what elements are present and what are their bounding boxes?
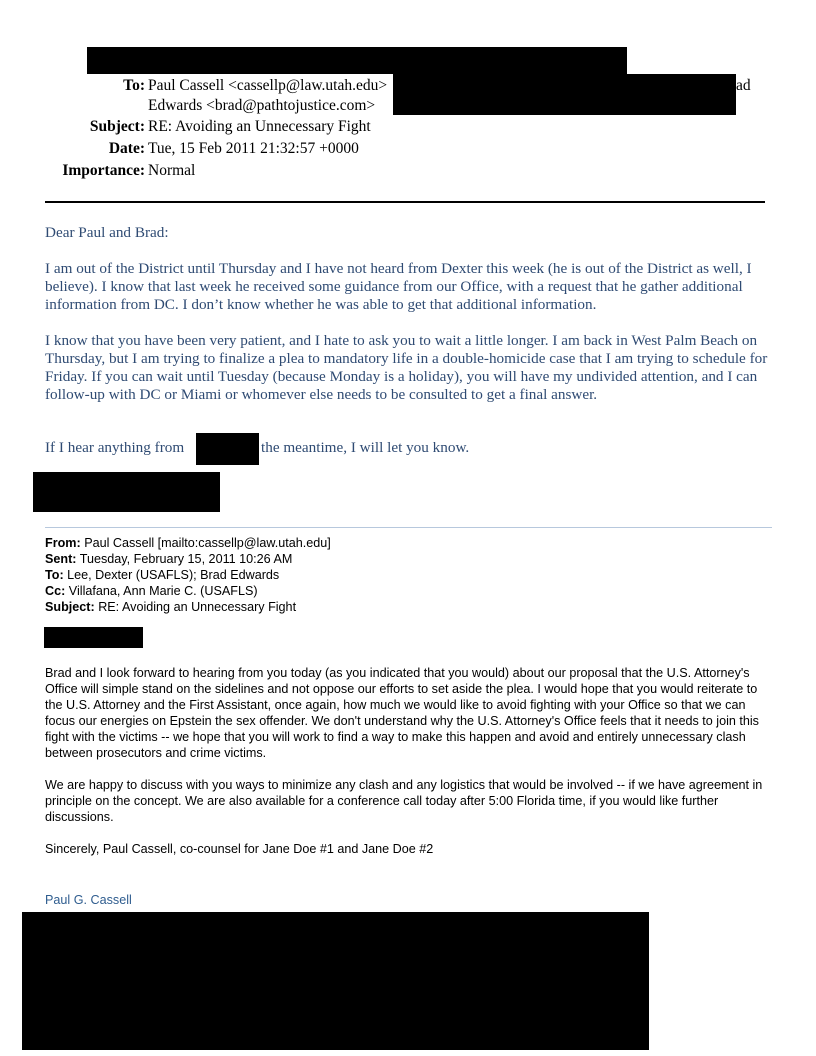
fwd-cc-label: Cc: xyxy=(45,584,66,598)
header-to-row xyxy=(0,75,816,119)
body-para1-text: Brad and I look forward to hearing from you today (as you indicated that you would) about our proposal that the U.S. Attorney's Office will simple stand on the sidelines and not oppose our efforts to set aside the plea. I would hope that you would reiterate to the U.S. Attorney and the First Assistant, once again, how much we would like to avoid fighting with your Office so that we can focus our energies on Epstein the sex offender. We don't understand why the U.S. Attorney's Office feels that it needs to join this fight with the victims -- we hope that you will work to find a way to make this happen and avoid and entirely unnecessary clash between prosecutors and crime victims. xyxy=(45,666,759,760)
fwd-from-label: From: xyxy=(45,536,81,550)
header-subject-label: Subject: xyxy=(89,118,145,135)
fwd-cc-value: Villafana, Ann Marie C. (USAFLS) xyxy=(68,584,258,598)
reply-paragraph-3-end xyxy=(261,439,661,457)
signature-name: Paul G. Cassell xyxy=(45,893,132,907)
redaction-signature-block xyxy=(22,912,649,1050)
reply-greeting-text: Dear Paul and Brad: xyxy=(45,224,169,241)
header-divider xyxy=(45,201,765,203)
body-paragraph-3 xyxy=(45,841,775,857)
body-para2-text: We are happy to discuss with you ways to minimize any clash and any logistics that would be involved -- if we have agreement in principle on the concept. We are also available for a conference call today after 5:00 Florida time, if you would like further discussions. xyxy=(45,778,763,824)
fwd-from-row xyxy=(45,535,765,551)
header-importance-row xyxy=(0,160,816,182)
reply-paragraph-2 xyxy=(45,332,773,404)
reply-para3-start: If I hear anything from xyxy=(45,439,185,456)
fwd-to-label: To: xyxy=(45,568,64,582)
reply-para3-end: the meantime, I will let you know. xyxy=(261,439,470,456)
fwd-sent-label: Sent: xyxy=(45,552,77,566)
header-importance-value: Normal xyxy=(148,162,196,179)
header-date-value: Tue, 15 Feb 2011 21:32:57 +0000 xyxy=(148,140,359,157)
body-paragraph-1 xyxy=(45,665,775,761)
forward-divider xyxy=(45,527,772,528)
header-importance-label: Importance: xyxy=(62,162,145,179)
fwd-from-value: Paul Cassell [mailto:cassellp@law.utah.edu] xyxy=(84,536,331,550)
header-date-row xyxy=(0,138,816,160)
fwd-to-row xyxy=(45,567,765,583)
reply-greeting xyxy=(45,224,773,242)
redaction-reply-signature xyxy=(33,472,220,512)
redaction-reply-name xyxy=(196,433,259,465)
fwd-sent-row xyxy=(45,551,765,567)
fwd-to-value: Lee, Dexter (USAFLS); Brad Edwards xyxy=(67,568,280,582)
fwd-subject-value: RE: Avoiding an Unnecessary Fight xyxy=(98,600,297,614)
redaction-forward-greeting xyxy=(44,627,143,648)
body-para3-text: Sincerely, Paul Cassell, co-counsel for Jane Doe #1 and Jane Doe #2 xyxy=(45,842,434,856)
reply-paragraph-1 xyxy=(45,260,773,314)
reply-para1-text: I am out of the District until Thursday and I have not heard from Dexter this week (he is out of the District as well, I believe). I know that last week he received some guidance from our Office, with a request that he gather additional information from DC. I don’t know whether he was able to get that additional information. xyxy=(45,260,752,313)
forwarded-header xyxy=(45,535,765,615)
body-paragraph-2 xyxy=(45,777,775,825)
header-to-label: To: xyxy=(123,77,145,94)
redaction-header-top xyxy=(87,47,627,74)
fwd-subject-row xyxy=(45,599,765,615)
fwd-sent-value: Tuesday, February 15, 2011 10:26 AM xyxy=(79,552,293,566)
reply-para2-text: I know that you have been very patient, and I hate to ask you to wait a little longer. I am back in West Palm Beach on Thursday, but I am trying to finalize a plea to mandatory life in a double-homicide case that I am trying to schedule for Friday. If you can wait until Tuesday (because Monday is a holiday), you will have my undivided attention, and I can follow-up with DC or Miami or whomever else needs to be consulted to get a final answer. xyxy=(45,332,768,403)
header-to-value: Paul Cassell <cassellp@law.utah.edu> xyxy=(148,77,388,94)
fwd-subject-label: Subject: xyxy=(45,600,95,614)
header-date-label: Date: xyxy=(108,140,145,157)
header-subject-value: RE: Avoiding an Unnecessary Fight xyxy=(148,118,371,135)
header-to-line2: Edwards <brad@pathtojustice.com> xyxy=(148,97,376,114)
fwd-cc-row xyxy=(45,583,765,599)
header-subject-row xyxy=(0,116,816,138)
header-to-tail: ad xyxy=(736,77,751,94)
